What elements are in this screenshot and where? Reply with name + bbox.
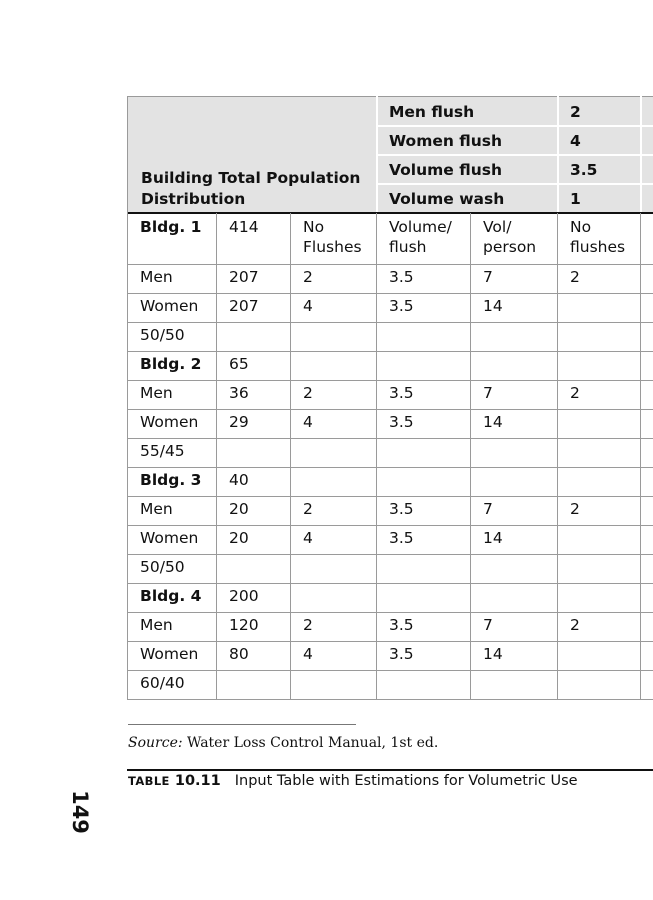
table-cell: No flushes [570,218,626,256]
table-cell: 414 [229,218,259,236]
caption-rule [127,769,653,771]
table-cell [290,322,376,351]
table-cell: 3.5 [389,529,414,547]
table-cell: Volume/ flush [389,218,452,256]
table-cell: 2 [303,268,313,286]
column-divider [470,213,471,700]
table-cell [290,467,376,496]
table-cell: 3.5 [389,268,414,286]
table-cell [557,293,640,322]
table-cell: Men [140,268,173,286]
table-cell [470,438,557,467]
table-top-border [127,96,653,97]
column-divider [127,213,128,700]
table-cell: 3.5 [389,413,414,431]
column-divider [557,213,558,700]
table-cell: No Flushes [303,218,362,256]
table-cell [557,525,640,554]
table-cell [290,351,376,380]
caption-table-number: 10.11 [174,773,221,789]
table-cell [290,438,376,467]
table-caption [128,773,578,789]
table-cell: 20 [229,500,249,518]
table-cell: 2 [570,500,580,518]
table-cell: 3.5 [389,645,414,663]
table-cell: Women [140,413,199,431]
table-cell: 4 [303,529,313,547]
table-cell: 80 [229,645,249,663]
source-text: Water Loss Control Manual, 1st ed. [187,735,439,751]
table-cell: 120 [229,616,259,634]
table-cell [290,583,376,612]
table-cell: Women [140,529,199,547]
table-cell [376,438,470,467]
table-cell: 50/50 [140,558,185,576]
table-cell: 55/45 [140,442,185,460]
table-cell: 29 [229,413,249,431]
table-cell [557,467,640,496]
table-cell: 200 [229,587,259,605]
table-cell: 50/50 [140,326,185,344]
column-divider [640,213,641,700]
table-cell [470,670,557,699]
table-cell: 207 [229,268,259,286]
table-cell [557,409,640,438]
table-cell [470,554,557,583]
table-cell: Bldg. 1 [140,218,202,236]
table-cell: 2 [570,384,580,402]
table-cell: Women [140,645,199,663]
source-label: Source: [128,735,183,751]
table-cell: 2 [303,384,313,402]
table-cell: 65 [229,355,249,373]
table-cell [557,554,640,583]
table-cell [557,351,640,380]
table-cell: 7 [483,268,493,286]
param-value: 2 [570,103,581,121]
param-label: Women flush [389,132,503,150]
table-cell: 4 [303,297,313,315]
table-cell: 2 [303,616,313,634]
table-cell: 7 [483,616,493,634]
table-cell [290,554,376,583]
table-cell [470,583,557,612]
param-label: Volume wash [389,190,505,208]
table-cell: 20 [229,529,249,547]
table-cell: Bldg. 4 [140,587,202,605]
caption-table-word: TABLE [128,774,170,788]
table-cell: 4 [303,645,313,663]
table-cell: 207 [229,297,259,315]
caption-text: Input Table with Estimations for Volumetric Use [234,773,578,789]
table-cell [290,670,376,699]
table-cell [557,641,640,670]
param-value: 4 [570,132,581,150]
table-cell [376,467,470,496]
header-row-divider [376,183,653,185]
table-cell: 14 [483,297,503,315]
table-cell [216,322,290,351]
table-cell: 2 [303,500,313,518]
table-cell: 3.5 [389,500,414,518]
table-cell: Women [140,297,199,315]
param-value: 1 [570,190,581,208]
table-cell: Vol/ person [483,218,537,256]
header-left-border [127,96,128,213]
source-note [128,735,438,751]
header-row-divider [376,125,653,127]
table-cell [557,438,640,467]
param-label: Volume flush [389,161,502,179]
page-number: 149 [67,790,92,834]
table-cell [216,670,290,699]
table-cell: 14 [483,529,503,547]
data-table [127,96,653,699]
table-cell [470,351,557,380]
table-cell [557,322,640,351]
column-divider [290,213,291,700]
table-cell [376,583,470,612]
table-cell: Bldg. 3 [140,471,202,489]
table-cell: 14 [483,645,503,663]
table-cell: 7 [483,500,493,518]
table-cell: 3.5 [389,616,414,634]
header-col-divider [640,96,642,212]
table-cell [557,583,640,612]
table-cell: Bldg. 2 [140,355,202,373]
table-cell: 36 [229,384,249,402]
table-cell: 3.5 [389,297,414,315]
table-cell: 60/40 [140,674,185,692]
table-cell [376,322,470,351]
table-cell [470,467,557,496]
table-cell: Men [140,384,173,402]
column-divider [216,213,217,700]
column-divider [376,213,377,700]
table-cell: Men [140,500,173,518]
table-cell [216,554,290,583]
param-value: 3.5 [570,161,598,179]
table-cell: 3.5 [389,384,414,402]
table-cell [470,322,557,351]
table-cell: 40 [229,471,249,489]
table-cell [376,554,470,583]
row-divider [127,699,653,700]
param-label: Men flush [389,103,475,121]
table-cell: 4 [303,413,313,431]
table-cell: Men [140,616,173,634]
header-col-divider [557,96,559,212]
table-cell [557,670,640,699]
header-title: Building Total Population Distribution [141,169,361,208]
table-cell: 14 [483,413,503,431]
table-cell: 7 [483,384,493,402]
header-col-divider [376,96,378,212]
header-row-divider [376,154,653,156]
table-cell [376,351,470,380]
table-cell: 2 [570,268,580,286]
table-cell [216,438,290,467]
table-cell: 2 [570,616,580,634]
source-rule [128,724,356,725]
table-cell [376,670,470,699]
